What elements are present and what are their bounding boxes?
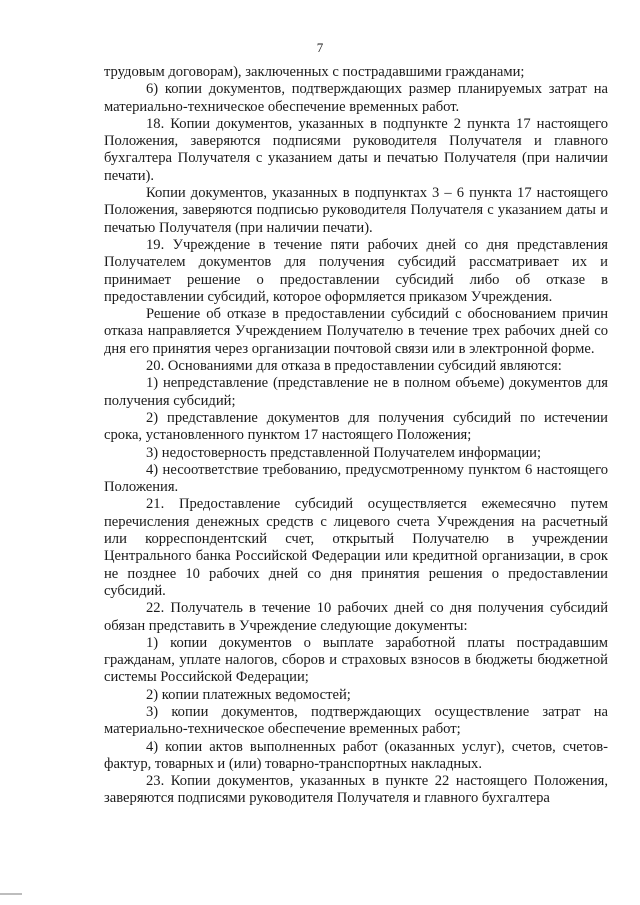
paragraph: 22. Получатель в течение 10 рабочих дней со дня получения субсидий обязан представить в Учреждение следующие документы:: [104, 600, 608, 634]
paragraph: 6) копии документов, подтверждающих размер планируемых затрат на материально-техническое обеспечение временных работ.: [104, 81, 608, 115]
paragraph: 4) копии актов выполненных работ (оказанных услуг), счетов, счетов-фактур, товарных и (или) товарно-транспортных накладных.: [104, 738, 608, 772]
paragraph: 3) недостоверность представленной Получателем информации;: [146, 444, 542, 461]
paragraph: 1) копии документов о выплате заработной платы пострадавшим гражданам, уплате налогов, сборов и страховых взносов в бюджеты бюджетной системы Российской Федерации;: [104, 634, 608, 686]
document-body: [104, 64, 608, 808]
paragraph: 23. Копии документов, указанных в пункте 22 настоящего Положения, заверяются подписями руководителя Получателя и главного бухгалтера: [104, 773, 608, 807]
paragraph: 2) представление документов для получения субсидий по истечении срока, установленного пунктом 17 настоящего Положения;: [104, 409, 608, 444]
paragraph: 20. Основаниями для отказа в предоставлении субсидий являются:: [146, 358, 562, 375]
paragraph: 2) копии платежных ведомостей;: [146, 686, 351, 703]
paragraph: 3) копии документов, подтверждающих осуществление затрат на материально-техническое обеспечение временных работ;: [104, 703, 608, 738]
paragraph: 19. Учреждение в течение пяти рабочих дней со дня представления Получателем документов для получения субсидий рассматривает их и принимает решение о предоставлении субсидий либо об отказе в предоставлении субсидий, которое оформляется приказом Учреждения.: [104, 236, 608, 305]
paragraph: 1) непредставление (представление не в полном объеме) документов для получения субсидий;: [104, 375, 608, 409]
paragraph: 18. Копии документов, указанных в подпункте 2 пункта 17 настоящего Положения, заверяются подписями руководителя Получателя и главного бухгалтера Получателя с указанием даты и печатью Получателя (при наличии печати).: [104, 115, 608, 184]
paragraph: Копии документов, указанных в подпунктах 3 – 6 пункта 17 настоящего Положения, заверяются подписью руководителя Получателя с указанием даты и печатью Получателя (при наличии печати).: [104, 185, 608, 236]
paragraph: трудовым договорам), заключенных с пострадавшими гражданами;: [104, 64, 525, 80]
paragraph: 4) несоответствие требованию, предусмотренному пунктом 6 настоящего Положения.: [104, 461, 608, 496]
scan-edge-mark: [0, 893, 22, 895]
page-number: 7: [316, 40, 324, 55]
paragraph: 21. Предоставление субсидий осуществляется ежемесячно путем перечисления денежных средств с лицевого счета Учреждения на расчетный или корреспондентский счет, открытый Получателю в учреждении Центрального банка Российской Федерации или кредитной организации, в срок не позднее 10 рабочих дней со дня принятия решения о предоставлении субсидий.: [104, 496, 608, 599]
paragraph: Решение об отказе в предоставлении субсидий с обоснованием причин отказа направляется Учреждением Получателю в течение трех рабочих дней со дня его принятия через организации почтовой связи или в электронной форме.: [104, 306, 608, 357]
